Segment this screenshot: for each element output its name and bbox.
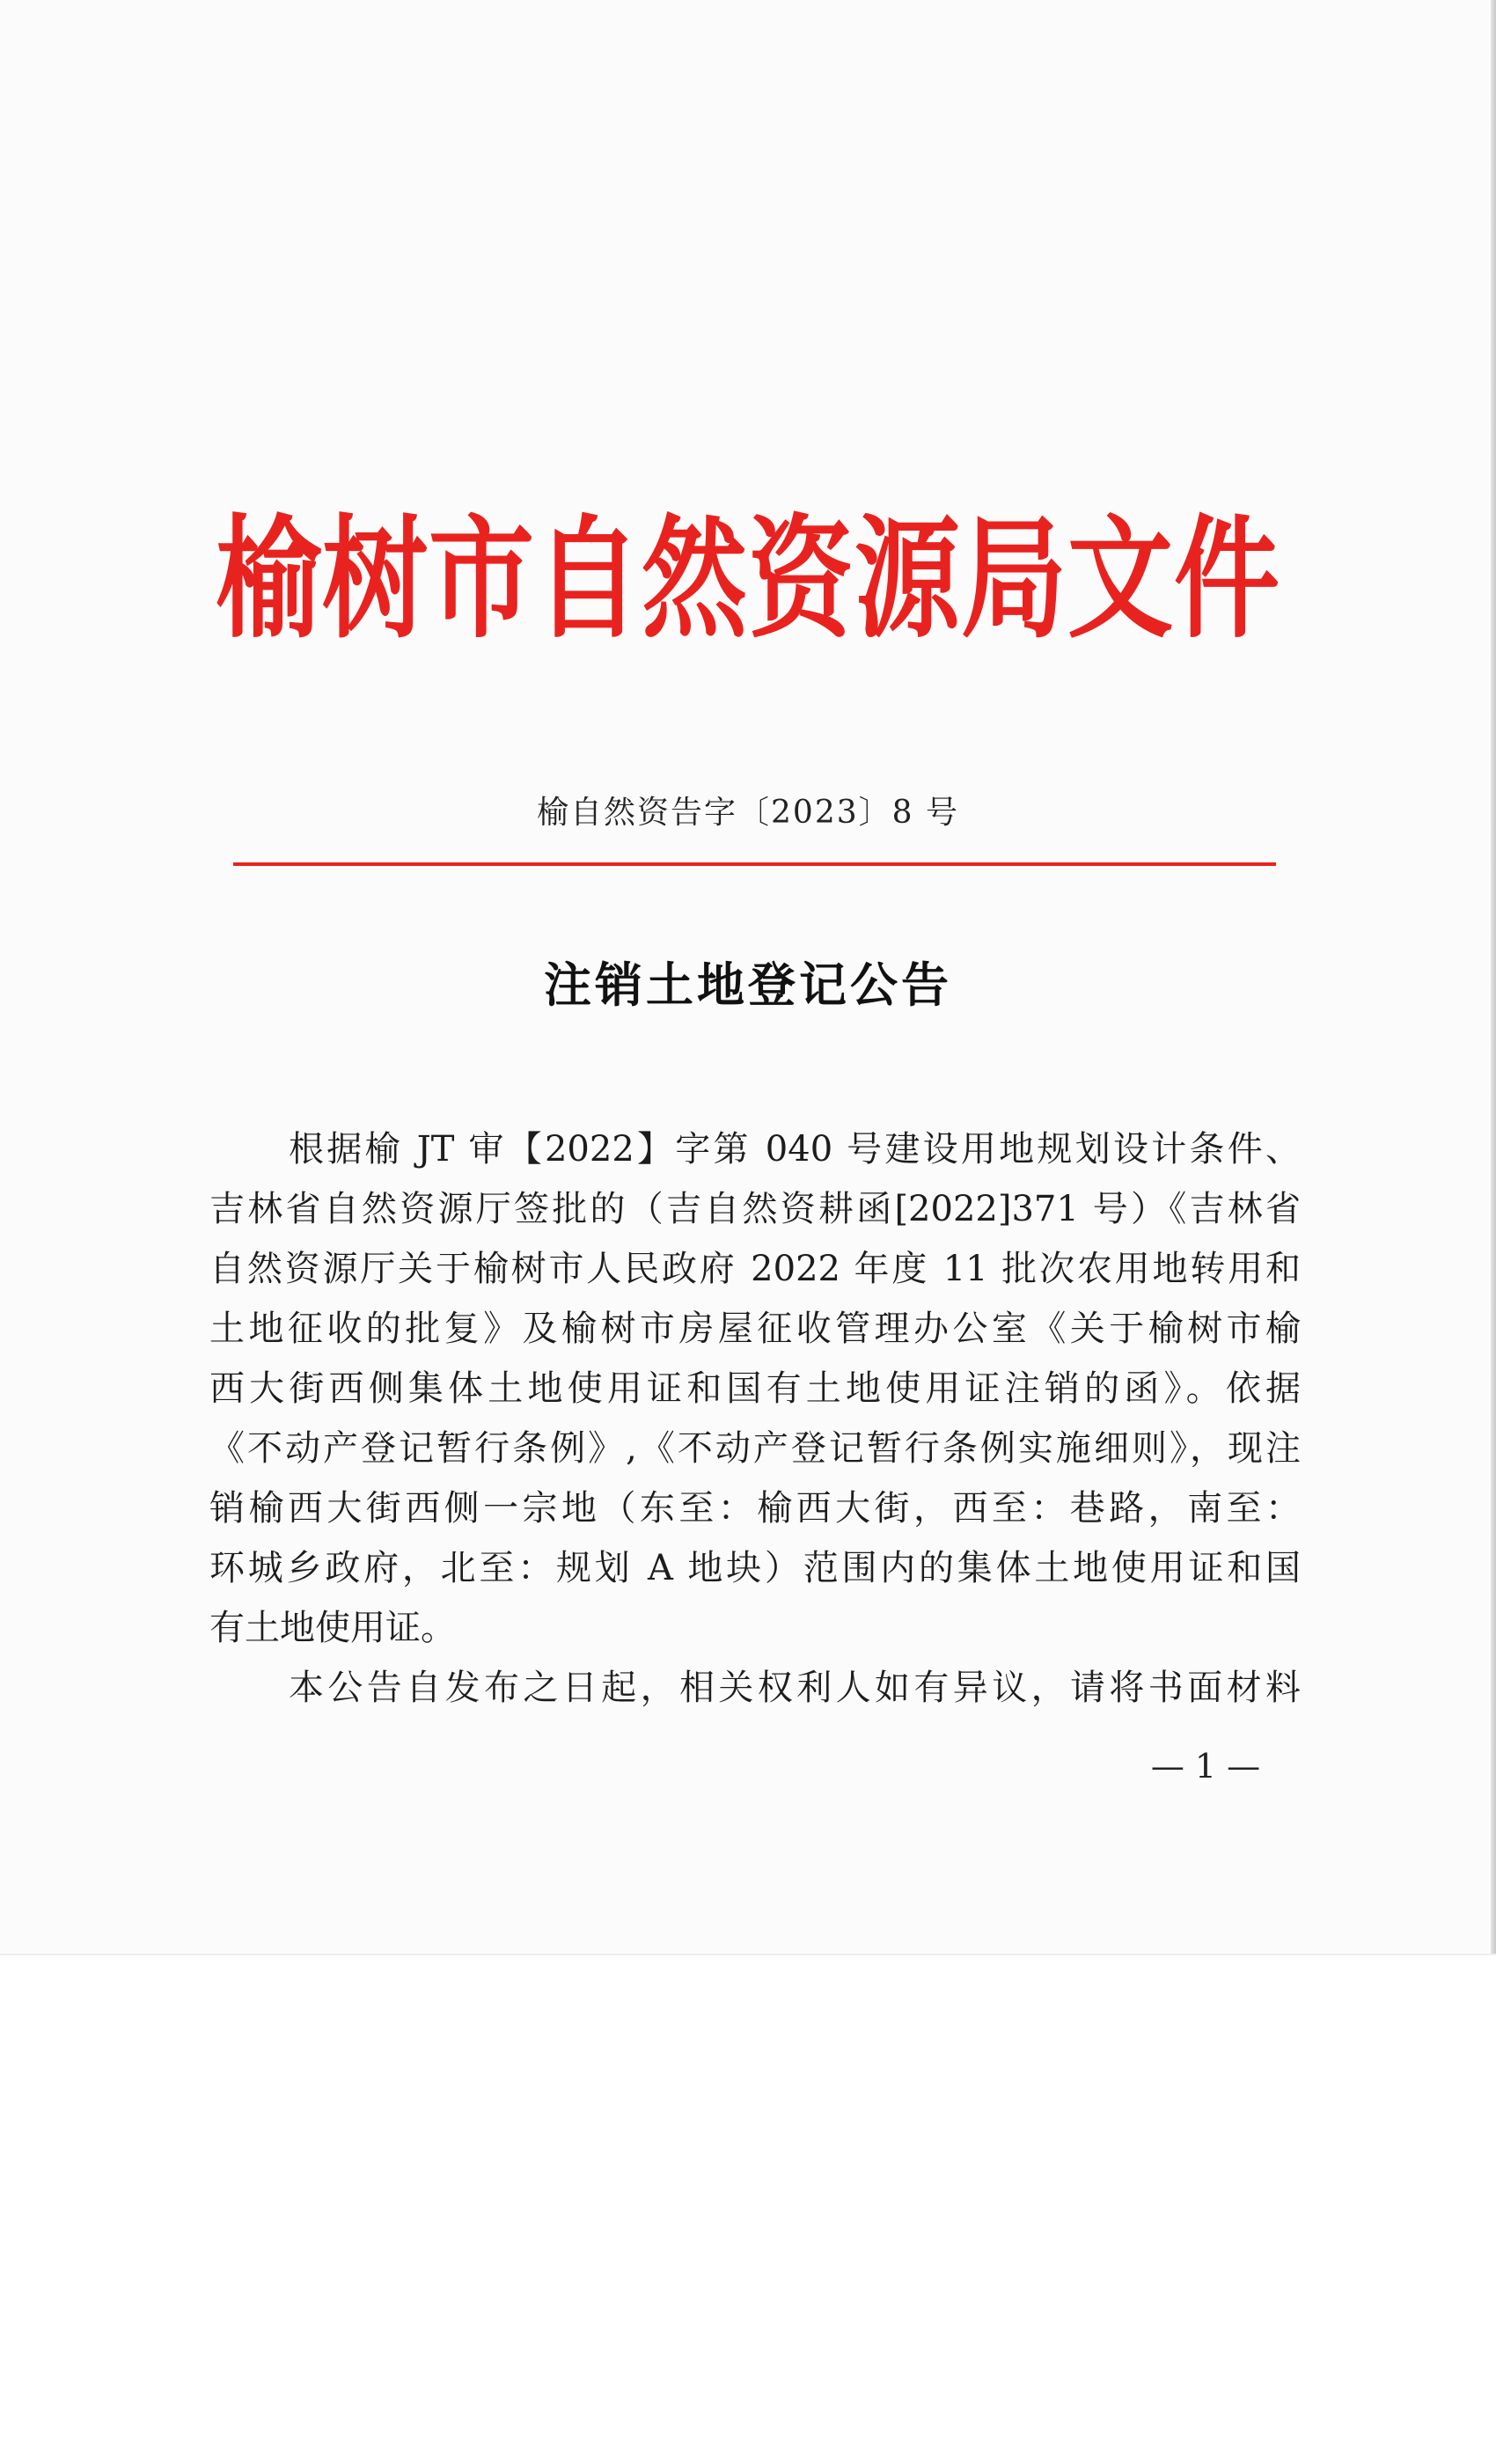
body-line: 西大街西侧集体土地使用证和国有土地使用证注销的函》。依据 xyxy=(209,1368,1301,1409)
document-number: 榆自然资告字〔2023〕8 号 xyxy=(537,795,959,831)
body-line: 销榆西大街西侧一宗地（东至：榆西大街，西至：巷路，南至： xyxy=(209,1488,1301,1529)
body-line: 有土地使用证。 xyxy=(209,1608,456,1648)
body-line: 土地征收的批复》及榆树市房屋征收管理办公室《关于榆树市榆 xyxy=(209,1309,1301,1349)
body-line: 吉林省自然资源厅签批的（吉自然资耕函[2022]371 号）《吉林省 xyxy=(209,1189,1301,1229)
body-line: 自然资源厅关于榆树市人民政府 2022 年度 11 批次农用地转用和 xyxy=(209,1249,1301,1289)
page-number: — 1 — xyxy=(1150,1747,1261,1786)
body-line: 环城乡政府，北至：规划 A 地块）范围内的集体土地使用证和国 xyxy=(209,1548,1301,1588)
body-line: 《不动产登记暂行条例》,《不动产登记暂行条例实施细则》，现注 xyxy=(209,1428,1301,1469)
agency-header-title: 榆树市自然资源局文件 xyxy=(216,503,1280,657)
body-line: 根据榆 JT 审【2022】字第 040 号建设用地规划设计条件、 xyxy=(289,1129,1301,1170)
body-line: 本公告自发布之日起，相关权利人如有异议，请将书面材料 xyxy=(289,1668,1301,1708)
red-divider-line xyxy=(233,862,1276,866)
scan-bottom-edge xyxy=(0,1954,1496,1955)
notice-title: 注销土地登记公告 xyxy=(544,957,952,1013)
notice-body xyxy=(209,1119,1301,1718)
